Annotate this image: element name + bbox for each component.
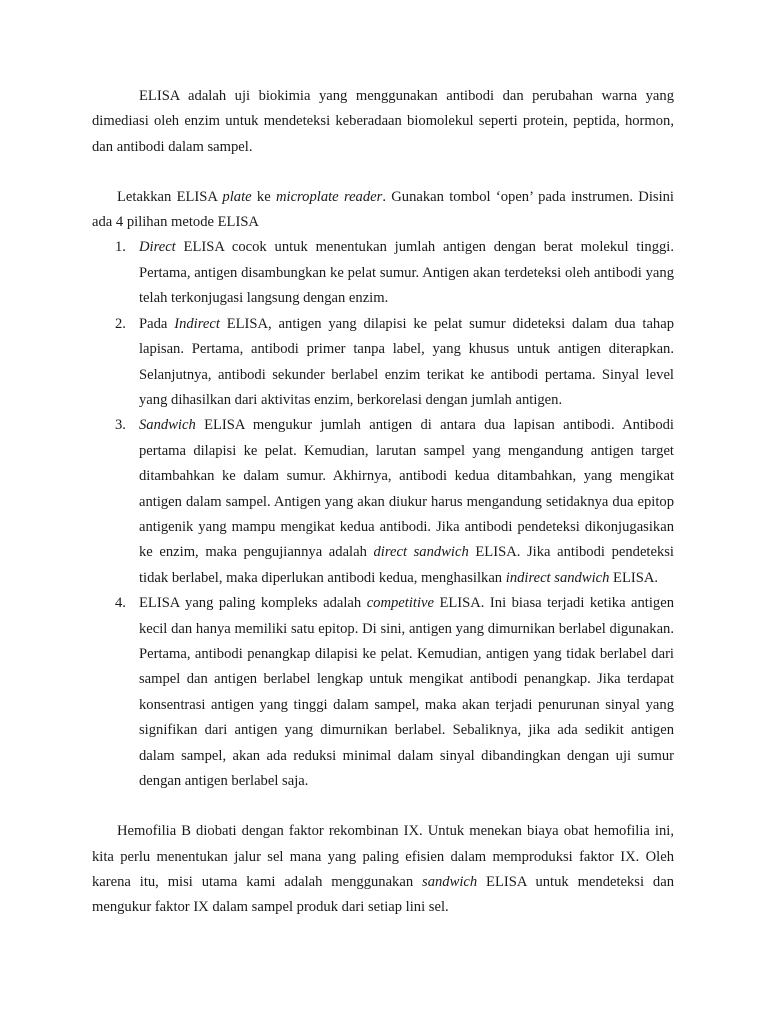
closing-text-1: Hemofilia B diobati dengan faktor rekombinan IX. Untuk menekan biaya obat hemofilia ini, kita perlu menentukan jalur sel mana yang paling efisien dalam memproduksi faktor IX. Oleh karena itu, misi utama kami adalah menggunakan xyxy=(92,823,674,891)
document-page xyxy=(92,84,674,921)
method-item-sandwich xyxy=(92,413,674,591)
method-pre-text: Pada xyxy=(139,315,175,332)
method-item-indirect xyxy=(92,312,674,414)
closing-paragraph xyxy=(92,819,674,920)
method-number: 1. xyxy=(115,239,126,256)
intro-paragraph xyxy=(92,84,674,160)
method-italic-term: direct sandwich xyxy=(373,544,469,561)
method-lead-term: Sandwich xyxy=(139,417,196,434)
method-number: 3. xyxy=(115,417,126,434)
method-lead-term: Indirect xyxy=(174,315,220,332)
method-text: ELISA, antigen yang dilapisi ke pelat sumur dideteksi dalam dua tahap lapisan. Pertama, antibodi primer tanpa label, yang khusus untuk antigen diterapkan. Selanjutnya, antibodi sekunder berlabel enzim terikat ke antibodi pertama. Sinyal level yang dihasilkan dari aktivitas enzim, berkorelasi dengan jumlah antigen. xyxy=(139,315,674,408)
method-italic-term: competitive xyxy=(366,595,434,612)
method-text: ELISA mengukur jumlah antigen di antara dua lapisan antibodi. Antibodi pertama dilapisi ke pelat. Kemudian, larutan sampel yang mengandung antigen target ditambahkan ke dalam sumur. Akhirnya, antibodi kedua ditambahkan, yang mengikat antigen dalam sampel. Antigen yang akan diukur harus mengandung setidaknya dua epitop antigenik yang mampu mengikat kedua antibodi. Jika antibodi pendeteksi dikonjugasikan ke enzim, maka pengujiannya adalah xyxy=(139,417,674,561)
setup-text-1: Letakkan ELISA xyxy=(117,188,223,205)
closing-italic-term: sandwich xyxy=(422,874,478,891)
closing-text-2: ELISA untuk mendeteksi dan mengukur faktor IX dalam sampel produk dari setiap lini sel. xyxy=(92,874,674,916)
method-text: ELISA. xyxy=(609,569,659,586)
method-text: ELISA cocok untuk menentukan jumlah antigen dengan berat molekul tinggi. Pertama, antigen disambungkan ke pelat sumur. Antigen akan terdeteksi oleh antibodi yang telah terkonjugasi langsung dengan enzim. xyxy=(139,239,674,307)
setup-paragraph xyxy=(92,185,674,236)
method-text: ELISA. Jika antibodi pendeteksi tidak berlabel, maka diperlukan antibodi kedua, menghasilkan xyxy=(139,544,674,586)
setup-reader-term: microplate reader xyxy=(275,188,383,205)
intro-text: ELISA adalah uji biokimia yang menggunakan antibodi dan perubahan warna yang dimediasi oleh enzim untuk mendeteksi keberadaan biomolekul seperti protein, peptida, hormon, dan antibodi dalam sampel. xyxy=(92,88,674,155)
setup-text-3: . Gunakan tombol ‘open’ pada instrumen. Disini ada 4 pilihan metode ELISA xyxy=(92,188,674,231)
method-lead-term: Direct xyxy=(139,239,176,256)
method-item-competitive xyxy=(92,591,674,794)
method-number: 4. xyxy=(115,595,126,612)
method-italic-term: indirect sandwich xyxy=(505,569,610,586)
method-text: ELISA. Ini biasa terjadi ketika antigen kecil dan hanya memiliki satu epitop. Di sini, antigen yang dimurnikan berlabel digunakan. Pertama, antibodi penangkap dilapisi ke pelat. Kemudian, antigen yang tidak berlabel dari sampel dan antigen berlabel lengkap untuk mengikat antibodi penangkap. Jika terdapat konsentrasi antigen yang tinggi dalam sampel, maka akan terjadi penurunan sinyal yang signifikan dari antigen yang dimurnikan berlabel. Sebaliknya, jika ada sedikit antigen dalam sampel, akan ada reduksi minimal dalam sinyal dibandingkan dengan uji sumur dengan antigen berlabel saja. xyxy=(139,595,674,790)
methods-list xyxy=(92,235,674,794)
method-item-direct xyxy=(92,235,674,311)
method-text: ELISA yang paling kompleks adalah xyxy=(139,595,367,612)
method-number: 2. xyxy=(115,315,126,332)
setup-text-2: ke xyxy=(251,188,276,205)
setup-plate-term: plate xyxy=(222,188,252,205)
